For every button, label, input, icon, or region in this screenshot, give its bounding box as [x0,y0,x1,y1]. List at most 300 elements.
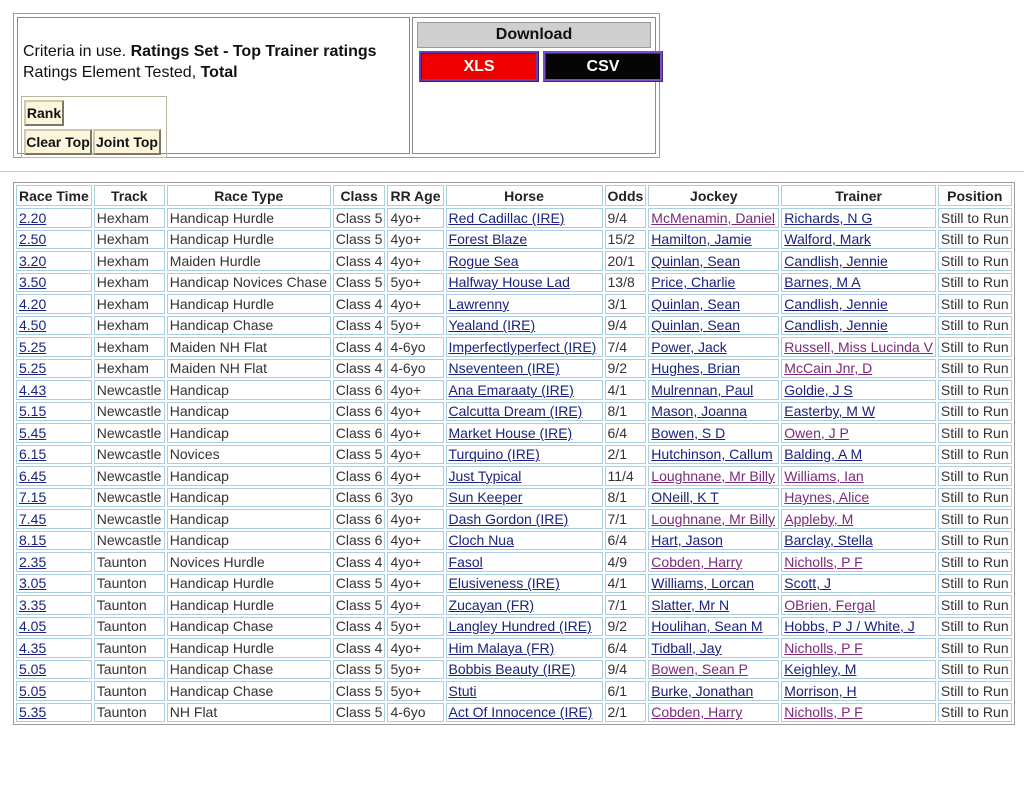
table-cell [167,359,331,379]
download-title: Download [417,22,651,48]
jockey-link[interactable]: Loughnane, Mr Billy [651,467,776,484]
odds-cell: 6/1 [607,682,627,699]
horse-link[interactable]: Him Malaya (FR) [448,639,555,656]
trainer-link[interactable]: Keighley, M [784,661,857,678]
race-time-link[interactable]: 5.25 [19,338,47,355]
table-cell [167,230,331,250]
table-cell [387,703,443,723]
joint-top-button[interactable]: Joint Top [93,129,161,155]
table-cell [446,703,603,723]
horse-link[interactable]: Cloch Nua [448,532,514,549]
horse-link[interactable]: Market House (IRE) [448,424,573,441]
table-cell [648,488,779,508]
criteria-box [17,17,410,154]
track-cell: Newcastle [96,403,162,420]
horse-link[interactable]: Rogue Sea [448,252,519,269]
trainer-link[interactable]: McCain Jnr, D [784,360,873,377]
table-row [16,552,1012,572]
odds-cell: 9/4 [607,209,627,226]
track-cell: Newcastle [96,424,162,441]
table-cell [387,294,443,314]
table-cell [446,509,603,529]
rr-age-cell: 4yo+ [390,532,422,549]
table-cell [16,595,92,615]
horse-link[interactable]: Bobbis Beauty (IRE) [448,661,576,678]
race-time-link[interactable]: 5.25 [19,360,47,377]
race-time-link[interactable]: 4.20 [19,295,47,312]
table-cell [446,230,603,250]
table-cell [16,488,92,508]
race-time-link[interactable]: 6.45 [19,467,47,484]
trainer-link[interactable]: Hobbs, P J / White, J [784,618,915,635]
position-cell: Still to Run [940,553,1009,570]
rank-button[interactable]: Rank [24,100,64,126]
odds-cell: 7/4 [607,338,627,355]
table-cell [387,359,443,379]
trainer-link[interactable]: Scott, J [784,575,831,592]
horse-link[interactable]: Red Cadillac (IRE) [448,209,565,226]
class-cell: Class 5 [335,596,383,613]
table-cell [333,251,386,271]
table-cell [333,230,386,250]
horse-link[interactable]: Forest Blaze [448,231,528,248]
race-time-link[interactable]: 3.20 [19,252,47,269]
table-cell [938,230,1012,250]
class-cell: Class 6 [335,403,383,420]
position-cell: Still to Run [940,381,1009,398]
odds-cell: 15/2 [607,231,635,248]
odds-cell: 4/1 [607,381,627,398]
table-cell [781,509,936,529]
trainer-link[interactable]: Williams, Ian [784,467,864,484]
race-type-cell: Handicap [169,424,229,441]
table-cell [781,445,936,465]
odds-cell: 8/1 [607,489,627,506]
race-time-link[interactable]: 5.15 [19,403,47,420]
table-cell [16,660,92,680]
trainer-link[interactable]: Candlish, Jennie [784,317,888,334]
table-cell [167,488,331,508]
race-time-link[interactable]: 8.15 [19,532,47,549]
position-cell: Still to Run [940,446,1009,463]
table-cell [167,445,331,465]
race-time-link[interactable]: 2.20 [19,209,47,226]
table-row [16,660,1012,680]
table-row [16,380,1012,400]
race-time-link[interactable]: 2.35 [19,553,47,570]
table-cell [938,574,1012,594]
table-cell [333,488,386,508]
table-cell [167,273,331,293]
jockey-link[interactable]: Hart, Jason [651,532,723,549]
race-type-cell: Handicap Hurdle [169,596,275,613]
trainer-link[interactable]: Richards, N G [784,209,873,226]
race-time-link[interactable]: 3.05 [19,575,47,592]
rr-age-cell: 4yo+ [390,252,422,269]
jockey-link[interactable]: ONeill, K T [651,489,719,506]
race-time-link[interactable]: 5.05 [19,661,47,678]
jockey-link[interactable]: McMenamin, Daniel [651,209,776,226]
table-cell [938,638,1012,658]
table-cell [387,595,443,615]
header-row [16,185,1012,206]
rr-age-cell: 4yo+ [390,553,422,570]
class-cell: Class 5 [335,231,383,248]
odds-cell: 6/4 [607,424,627,441]
table-cell [781,531,936,551]
table-cell [333,574,386,594]
horse-link[interactable]: Yealand (IRE) [448,317,536,334]
position-cell: Still to Run [940,274,1009,291]
horse-link[interactable]: Elusiveness (IRE) [448,575,560,592]
table-cell [167,423,331,443]
table-cell [605,445,647,465]
table-cell [648,337,779,357]
race-time-link[interactable]: 5.45 [19,424,47,441]
table-cell [167,294,331,314]
race-time-link[interactable]: 5.35 [19,704,47,721]
table-cell [446,294,603,314]
race-type-cell: Novices Hurdle [169,553,265,570]
table-cell [938,617,1012,637]
jockey-link[interactable]: Hamilton, Jamie [651,231,752,248]
col-rr-age: RR Age [387,185,443,206]
table-cell [16,423,92,443]
table-cell [781,208,936,228]
position-cell: Still to Run [940,639,1009,656]
table-cell [94,445,165,465]
table-cell [781,402,936,422]
table-cell [387,660,443,680]
race-time-link[interactable]: 3.35 [19,596,47,613]
class-cell: Class 4 [335,338,383,355]
table-cell [167,251,331,271]
trainer-link[interactable]: OBrien, Fergal [784,596,876,613]
table-cell [648,359,779,379]
table-cell [333,402,386,422]
odds-cell: 8/1 [607,403,627,420]
table-cell [446,574,603,594]
race-time-link[interactable]: 4.43 [19,381,47,398]
table-cell [16,230,92,250]
class-cell: Class 4 [335,252,383,269]
race-type-cell: Novices [169,446,220,463]
csv-download-button[interactable]: CSV [543,51,663,82]
table-cell [605,595,647,615]
table-cell [938,681,1012,701]
race-time-link[interactable]: 2.50 [19,231,47,248]
col-horse: Horse [446,185,603,206]
trainer-link[interactable]: Walford, Mark [784,231,871,248]
table-cell [387,638,443,658]
trainer-link[interactable]: Russell, Miss Lucinda V [784,338,933,355]
results-table [13,182,1015,725]
odds-cell: 4/1 [607,575,627,592]
odds-cell: 9/2 [607,360,627,377]
trainer-link[interactable]: Nicholls, P F [784,639,863,656]
table-cell [781,359,936,379]
race-type-cell: Handicap Hurdle [169,639,275,656]
table-cell [333,316,386,336]
jockey-link[interactable]: Loughnane, Mr Billy [651,510,776,527]
table-cell [94,488,165,508]
trainer-link[interactable]: Haynes, Alice [784,489,870,506]
race-time-link[interactable]: 6.15 [19,446,47,463]
class-cell: Class 4 [335,317,383,334]
race-time-link[interactable]: 4.05 [19,618,47,635]
table-row [16,359,1012,379]
table-cell [605,617,647,637]
table-cell [333,681,386,701]
table-cell [446,316,603,336]
race-time-link[interactable]: 7.45 [19,510,47,527]
horse-link[interactable]: Ana Emaraaty (IRE) [448,381,574,398]
class-cell: Class 6 [335,510,383,527]
jockey-link[interactable]: Bowen, S D [651,424,726,441]
race-type-cell: Maiden Hurdle [169,252,261,269]
trainer-link[interactable]: Appleby, M [784,510,854,527]
trainer-link[interactable]: Morrison, H [784,682,857,699]
trainer-link[interactable]: Nicholls, P F [784,553,863,570]
table-cell [333,380,386,400]
table-cell [938,337,1012,357]
jockey-link[interactable]: Power, Jack [651,338,727,355]
table-row [16,423,1012,443]
position-cell: Still to Run [940,682,1009,699]
table-cell [387,617,443,637]
table-cell [333,595,386,615]
jockey-link[interactable]: Quinlan, Sean [651,295,741,312]
table-cell [938,273,1012,293]
jockey-link[interactable]: Bowen, Sean P [651,661,748,678]
table-cell [16,337,92,357]
table-cell [94,703,165,723]
table-cell [781,552,936,572]
track-cell: Taunton [96,661,147,678]
table-row [16,488,1012,508]
table-cell [333,509,386,529]
table-cell [167,509,331,529]
race-time-link[interactable]: 7.15 [19,489,47,506]
table-cell [648,681,779,701]
horse-link[interactable]: Imperfectlyperfect (IRE) [448,338,597,355]
col-position: Position [938,185,1012,206]
criteria-panel [13,13,660,158]
trainer-link[interactable]: Nicholls, P F [784,704,863,721]
table-cell [16,380,92,400]
table-cell [446,423,603,443]
table-cell [938,294,1012,314]
table-row [16,638,1012,658]
table-cell [94,552,165,572]
jockey-link[interactable]: Quinlan, Sean [651,317,741,334]
class-cell: Class 4 [335,360,383,377]
table-cell [94,660,165,680]
race-time-link[interactable]: 5.05 [19,682,47,699]
race-type-cell: Handicap [169,489,229,506]
jockey-link[interactable]: Hughes, Brian [651,360,741,377]
table-cell [16,638,92,658]
rr-age-cell: 4-6yo [390,338,426,355]
position-cell: Still to Run [940,704,1009,721]
rr-age-cell: 4-6yo [390,360,426,377]
jockey-link[interactable]: Cobden, Harry [651,553,743,570]
table-row [16,445,1012,465]
horse-link[interactable]: Fasol [448,553,483,570]
col-odds: Odds [605,185,647,206]
trainer-link[interactable]: Balding, A M [784,446,863,463]
race-type-cell: Maiden NH Flat [169,360,268,377]
trainer-link[interactable]: Candlish, Jennie [784,295,888,312]
position-cell: Still to Run [940,231,1009,248]
table-cell [781,337,936,357]
horse-link[interactable]: Turquino (IRE) [448,446,540,463]
table-cell [167,402,331,422]
table-cell [16,208,92,228]
table-cell [648,380,779,400]
criteria-prefix: Criteria in use. [23,43,127,60]
table-cell [648,251,779,271]
jockey-link[interactable]: Williams, Lorcan [651,575,754,592]
odds-cell: 9/4 [607,317,627,334]
horse-link[interactable]: Act Of Innocence (IRE) [448,704,593,721]
table-cell [648,574,779,594]
rr-age-cell: 4yo+ [390,209,422,226]
jockey-link[interactable]: Tidball, Jay [651,639,722,656]
class-cell: Class 4 [335,618,383,635]
horse-link[interactable]: Just Typical [448,467,522,484]
track-cell: Newcastle [96,467,162,484]
jockey-link[interactable]: Burke, Jonathan [651,682,754,699]
table-cell [167,617,331,637]
criteria-text [23,41,377,83]
jockey-link[interactable]: Price, Charlie [651,274,736,291]
table-cell [781,574,936,594]
table-cell [94,316,165,336]
table-cell [333,273,386,293]
table-cell [16,466,92,486]
table-cell [167,595,331,615]
horse-link[interactable]: Calcutta Dream (IRE) [448,403,583,420]
track-cell: Taunton [96,596,147,613]
jockey-link[interactable]: Quinlan, Sean [651,252,741,269]
trainer-link[interactable]: Owen, J P [784,424,849,441]
horse-link[interactable]: Zucayan (FR) [448,596,535,613]
class-cell: Class 6 [335,532,383,549]
element-prefix: Ratings Element Tested, [23,64,197,81]
position-cell: Still to Run [940,510,1009,527]
track-cell: Hexham [96,252,149,269]
table-cell [446,359,603,379]
race-type-cell: Handicap Chase [169,661,274,678]
position-cell: Still to Run [940,360,1009,377]
table-cell [16,574,92,594]
trainer-link[interactable]: Barnes, M A [784,274,861,291]
xls-download-button[interactable]: XLS [419,51,539,82]
race-time-link[interactable]: 4.35 [19,639,47,656]
table-cell [94,574,165,594]
table-cell [605,273,647,293]
trainer-link[interactable]: Goldie, J S [784,381,853,398]
table-cell [333,638,386,658]
horse-link[interactable]: Stuti [448,682,477,699]
table-cell [167,380,331,400]
col-class: Class [333,185,386,206]
table-cell [333,359,386,379]
table-cell [938,316,1012,336]
jockey-link[interactable]: Mulrennan, Paul [651,381,754,398]
odds-cell: 3/1 [607,295,627,312]
position-cell: Still to Run [940,489,1009,506]
table-cell [781,595,936,615]
table-cell [605,208,647,228]
table-cell [446,681,603,701]
table-cell [605,380,647,400]
table-cell [938,423,1012,443]
table-cell [94,509,165,529]
table-cell [938,445,1012,465]
class-cell: Class 5 [335,209,383,226]
table-cell [167,466,331,486]
table-cell [333,445,386,465]
horse-link[interactable]: Dash Gordon (IRE) [448,510,569,527]
rr-age-cell: 4yo+ [390,231,422,248]
trainer-link[interactable]: Barclay, Stella [784,532,873,549]
table-cell [167,552,331,572]
horse-link[interactable]: Halfway House Lad [448,274,570,291]
clear-top-button[interactable]: Clear Top [24,129,92,155]
horse-link[interactable]: Lawrenny [448,295,510,312]
table-cell [387,273,443,293]
table-cell [605,337,647,357]
jockey-link[interactable]: Houlihan, Sean M [651,618,763,635]
race-type-cell: Handicap [169,510,229,527]
race-type-cell: NH Flat [169,704,218,721]
table-cell [781,638,936,658]
trainer-link[interactable]: Easterby, M W [784,403,876,420]
horse-link[interactable]: Nseventeen (IRE) [448,360,560,377]
jockey-link[interactable]: Slatter, Mr N [651,596,730,613]
jockey-link[interactable]: Cobden, Harry [651,704,743,721]
race-time-link[interactable]: 3.50 [19,274,47,291]
rr-age-cell: 4yo+ [390,596,422,613]
table-cell [16,359,92,379]
table-cell [16,316,92,336]
table-cell [781,316,936,336]
table-cell [94,273,165,293]
trainer-link[interactable]: Candlish, Jennie [784,252,888,269]
jockey-link[interactable]: Mason, Joanna [651,403,748,420]
table-cell [446,595,603,615]
table-cell [446,660,603,680]
rr-age-cell: 5yo+ [390,618,422,635]
class-cell: Class 5 [335,274,383,291]
odds-cell: 6/4 [607,639,627,656]
position-cell: Still to Run [940,532,1009,549]
horse-link[interactable]: Langley Hundred (IRE) [448,618,592,635]
horse-link[interactable]: Sun Keeper [448,489,523,506]
table-cell [781,466,936,486]
table-cell [938,466,1012,486]
table-cell [387,681,443,701]
table-cell [94,230,165,250]
table-cell [648,208,779,228]
rr-age-cell: 4yo+ [390,295,422,312]
table-row [16,617,1012,637]
jockey-link[interactable]: Hutchinson, Callum [651,446,773,463]
race-time-link[interactable]: 4.50 [19,317,47,334]
table-cell [333,423,386,443]
